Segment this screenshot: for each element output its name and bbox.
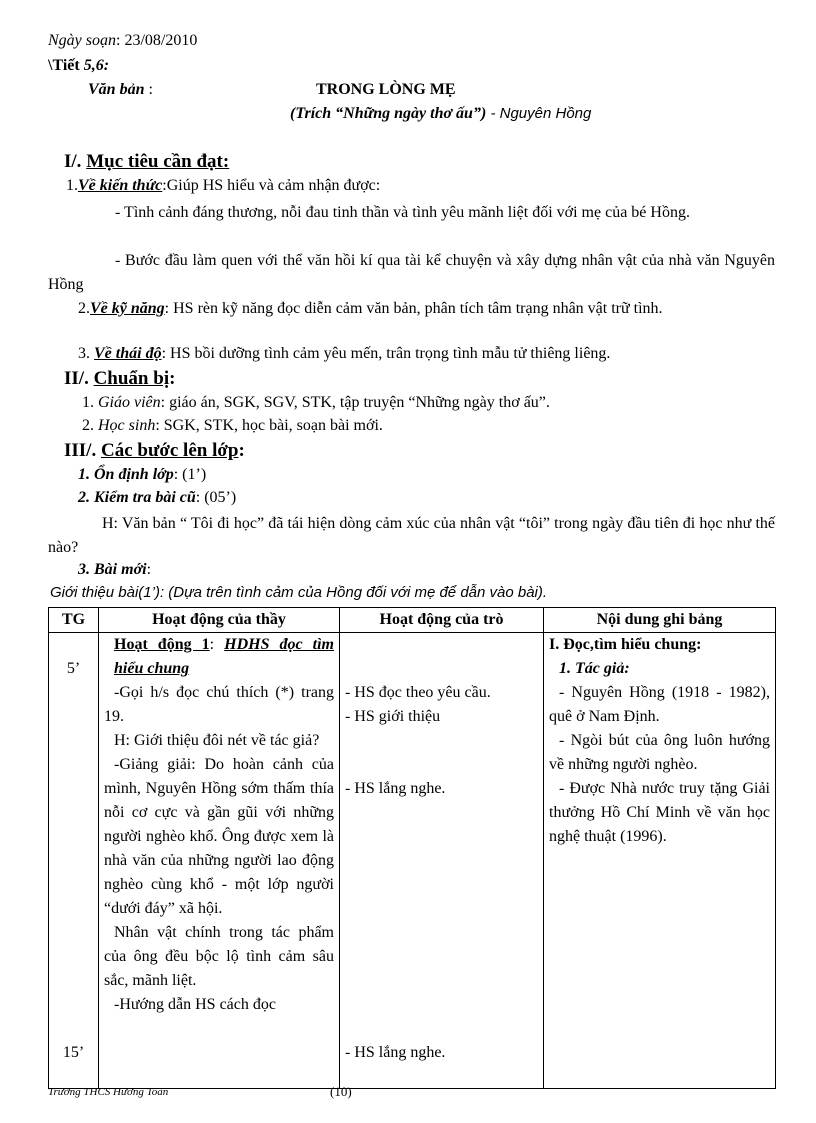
section-1-number: I/. [64, 151, 87, 172]
student-step-4: - HS lắng nghe. [345, 1044, 446, 1061]
step-1-line [78, 466, 206, 484]
activity-heading [104, 633, 334, 681]
date-line [48, 32, 197, 50]
section-3-heading [64, 440, 245, 462]
attitude-label: Về thái độ [94, 345, 162, 362]
student-prep-number: 2. [82, 417, 98, 434]
excerpt-line [290, 105, 591, 123]
section-3-title: Các bước lên lớp [100, 440, 239, 461]
header-teacher: Hoạt động của thầy [99, 608, 340, 633]
student-prep-text: : SGK, STK, học bài, soạn bài mới. [155, 417, 383, 434]
time-2: 15’ [62, 1044, 85, 1061]
table-row [49, 633, 776, 1089]
step-3-colon: : [146, 561, 152, 578]
date-value: : 23/08/2010 [116, 32, 198, 49]
teacher-step-4: Nhân vật chính trong tác phẩm của ông đều bộc lộ tình cảm sâu sắc, mãnh liệt. [104, 924, 334, 989]
step-1-label: 1. Ổn định lớp [78, 466, 174, 483]
teacher-prep-number: 1. [82, 394, 98, 411]
attitude-text: : HS bồi dưỡng tình cảm yêu mến, trân trọng tình mẫu tử thiêng liêng. [161, 345, 611, 362]
student-prep-line [82, 417, 383, 435]
board-item-3: - Được Nhà nước truy tặng Giải thưởng Hồ Chí Minh về văn học nghệ thuật (1996). [549, 780, 770, 845]
skill-number: 2. [78, 300, 90, 317]
header-student: Hoạt động của trò [340, 608, 544, 633]
teacher-prep-line [82, 394, 550, 412]
lesson-intro: Giới thiệu bài(1’): (Dựa trên tình cảm của Hồng đối với mẹ để dẫn vào bài). [50, 584, 548, 601]
student-step-1: - HS đọc theo yêu cầu. [345, 684, 491, 701]
excerpt-source: (Trích “Những ngày thơ ấu”) [290, 105, 487, 122]
table-header-row [49, 608, 776, 633]
step-2-label: 2. Kiểm tra bài cũ [78, 489, 196, 506]
section-2-heading [64, 368, 175, 390]
board-subheading: 1. Tác giả: [559, 660, 630, 677]
section-2-number: II/. [64, 368, 94, 389]
section-2-colon: : [169, 368, 176, 389]
skill-text: : HS rèn kỹ năng đọc diễn cảm văn bản, phân tích tâm trạng nhân vật trữ tình. [164, 300, 663, 317]
knowledge-label: Về kiến thức [78, 177, 163, 194]
text-label: Văn bản [88, 81, 145, 98]
teacher-step-5: -Hướng dẫn HS cách đọc [114, 996, 276, 1013]
lesson-prefix: \Tiết [48, 57, 84, 74]
author-name: - Nguyên Hồng [486, 105, 592, 122]
student-cell [340, 633, 544, 1089]
skill-label: Về kỹ năng [90, 300, 165, 317]
lesson-line [48, 57, 109, 75]
section-1-title: Mục tiêu cần đạt: [86, 151, 230, 172]
step-3-label: 3. Bài mới [78, 561, 147, 578]
step-2-text: : (05’) [195, 489, 237, 506]
section-3-number: III/. [64, 440, 101, 461]
lesson-plan-table [48, 607, 776, 1089]
knowledge-number: 1. [66, 177, 78, 194]
footer-page-number: (10) [330, 1084, 352, 1099]
lesson-number: 5,6: [83, 57, 110, 74]
time-cell [49, 633, 99, 1089]
teacher-step-2: H: Giới thiệu đôi nét về tác giả? [114, 732, 320, 749]
date-label: Ngày soạn [48, 32, 116, 49]
knowledge-line [66, 177, 380, 195]
text-colon: : [144, 81, 153, 98]
knowledge-item-1: - Tình cảnh đáng thương, nỗi đau tinh thần và tình yêu mãnh liệt đối với mẹ của bé Hồng. [115, 204, 690, 221]
student-prep-label: Học sinh [98, 417, 156, 434]
teacher-prep-text: : giáo án, SGK, SGV, STK, tập truyện “Những ngày thơ ấu”. [160, 394, 550, 411]
step-1-text: : (1’) [173, 466, 207, 483]
knowledge-text: :Giúp HS hiểu và cảm nhận được: [162, 177, 381, 194]
header-time: TG [49, 608, 99, 633]
student-step-2: - HS giới thiệu [345, 708, 441, 725]
header-board: Nội dung ghi bảng [544, 608, 776, 633]
footer-school: Trường THCS Hương Toàn [48, 1086, 169, 1098]
section-1-heading [64, 151, 229, 173]
teacher-step-1: -Gọi h/s đọc chú thích (*) trang 19. [104, 684, 334, 725]
text-label-line [88, 81, 153, 99]
activity-title: HDHS đọc tìm hiểu chung [114, 636, 334, 677]
attitude-number: 3. [78, 345, 94, 362]
section-2-title: Chuẩn bị [93, 368, 170, 389]
teacher-prep-label: Giáo viên [98, 394, 161, 411]
document-title: TRONG LÒNG MẸ [316, 81, 456, 98]
teacher-cell [99, 633, 340, 1089]
board-cell [544, 633, 776, 1089]
skill-line [48, 297, 775, 321]
teacher-step-3: -Giảng giải: Do hoàn cảnh của mình, Nguyên Hồng sớm thấm thía nỗi cơ cực và gần gũi với những người nghèo khổ. Ông được xem là nhà văn của những người lao động nghèo cùng khổ - một lớp người “dưới đáy” xã hội. [104, 756, 334, 917]
attitude-line [78, 345, 610, 363]
time-1: 5’ [66, 660, 81, 677]
knowledge-item-2: - Bước đầu làm quen với thể văn hồi kí qua tài kể chuyện và xây dựng nhân vật của nhà văn Nguyên Hồng [48, 252, 775, 293]
section-3-colon: : [238, 440, 245, 461]
step-2-line [78, 489, 236, 507]
activity-colon: : [209, 636, 225, 653]
activity-label: Hoạt động 1 [114, 636, 210, 653]
student-step-3: - HS lắng nghe. [345, 780, 446, 797]
board-heading: I. Đọc,tìm hiểu chung: [549, 636, 702, 653]
board-item-2: - Ngòi bút của ông luôn hướng về những người nghèo. [549, 732, 770, 773]
step-3-line [78, 561, 151, 579]
board-item-1: - Nguyên Hồng (1918 - 1982), quê ở Nam Định. [549, 684, 770, 725]
review-question: H: Văn bản “ Tôi đi học” đã tái hiện dòng cảm xúc của nhân vật “tôi” trong ngày đầu tiên đi học như thế nào? [48, 515, 775, 556]
